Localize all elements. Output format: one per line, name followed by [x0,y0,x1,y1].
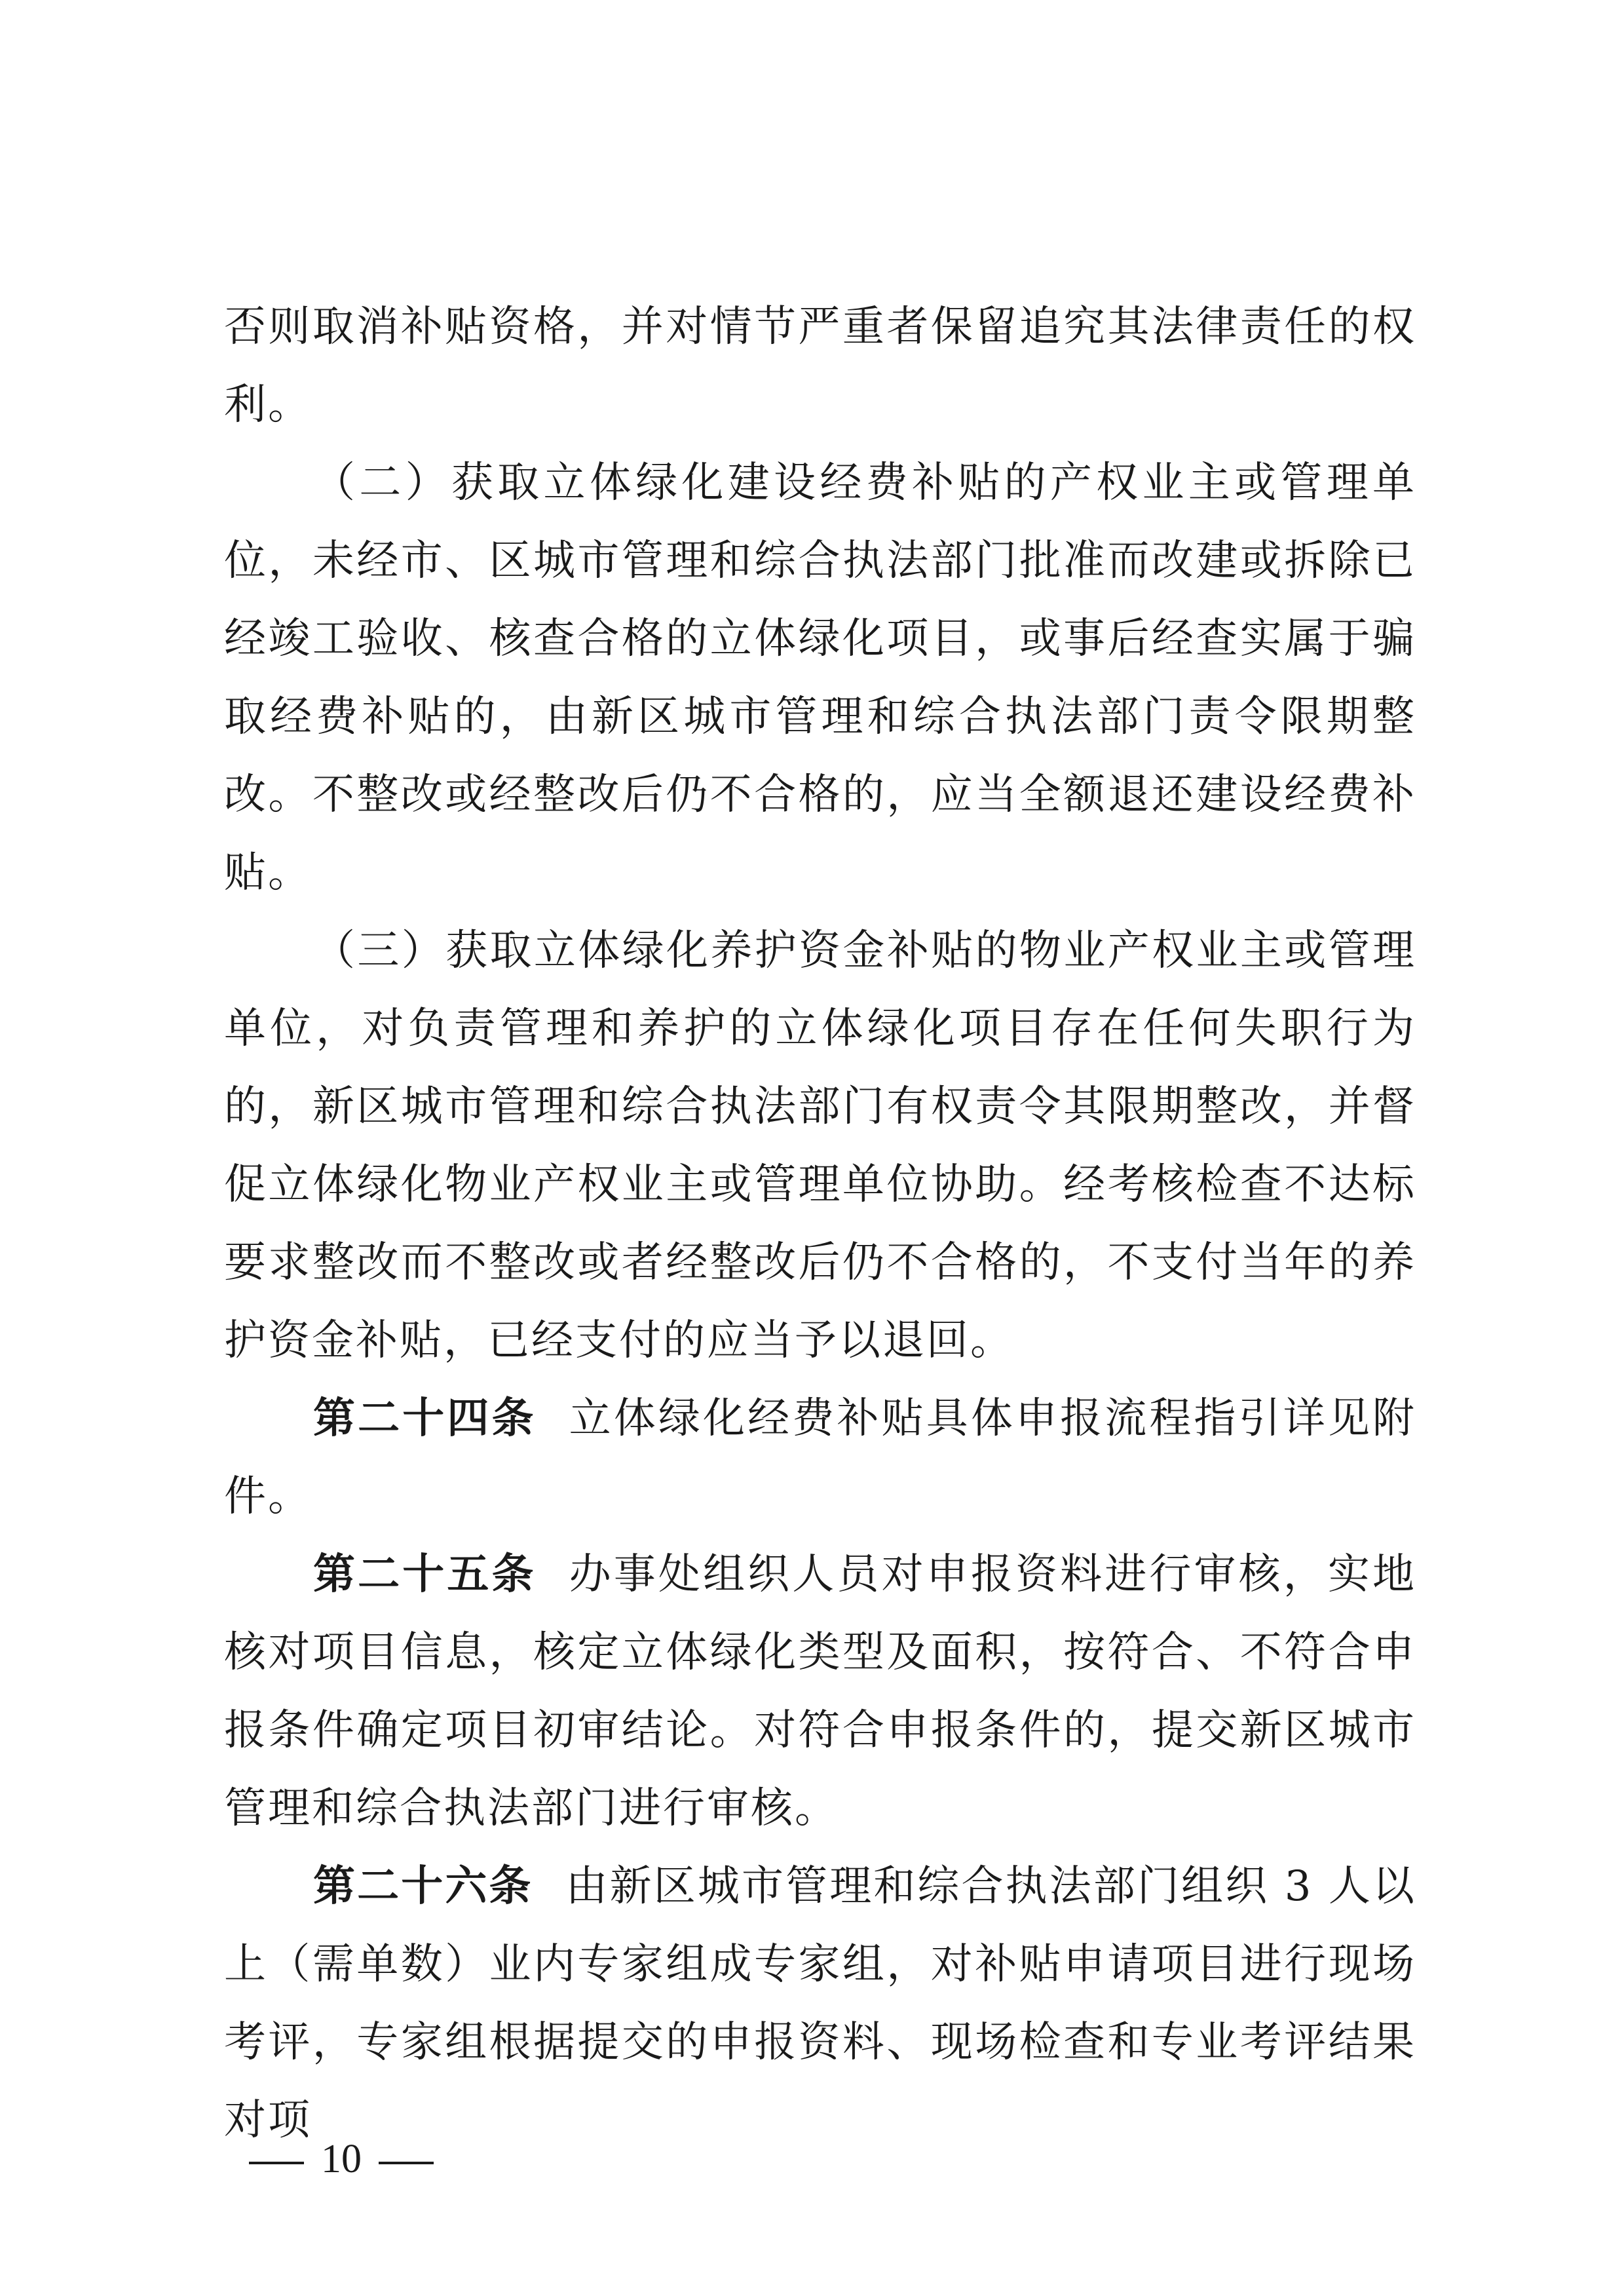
paragraph-text: 否则取消补贴资格，并对情节严重者保留追究其法律责任的权利。 [224,303,1416,429]
document-body [224,288,1416,2160]
article-text: 立体绿化经费补贴具体申报流程指引详见附件。 [224,1394,1417,1521]
page-footer [249,2133,434,2185]
article-number: 第二十六条 [313,1862,533,1911]
article-number: 第二十五条 [313,1550,537,1599]
article-25 [224,1536,1416,1848]
article-text: 办事处组织人员对申报资料进行审核，实地核对项目信息，核定立体绿化类型及面积，按符合、不符合申报条件确定项目初审结论。对符合申报条件的，提交新区城市管理和综合执法部门进行审核。 [224,1550,1417,1833]
footer-dash-right [379,2162,434,2164]
footer-dash-left [249,2162,304,2164]
page-number: 10 [321,2137,362,2181]
paragraph-continuation [224,288,1416,444]
article-number: 第二十四条 [313,1394,537,1443]
paragraph-text: （三）获取立体绿化养护资金补贴的物业产权业主或管理单位，对负责管理和养护的立体绿化项目存在任何失职行为的，新区城市管理和综合执法部门有权责令其限期整改，并督促立体绿化物业产权业主或管理单位协助。经考核检查不达标要求整改而不整改或者经整改后仍不合格的，不支付当年的养护资金补贴，已经支付的应当予以退回。 [224,927,1416,1365]
paragraph-clause-2 [224,444,1416,912]
paragraph-clause-3 [224,912,1416,1380]
paragraph-text: （二）获取立体绿化建设经费补贴的产权业主或管理单位，未经市、区城市管理和综合执法部门批准而改建或拆除已经竣工验收、核查合格的立体绿化项目，或事后经查实属于骗取经费补贴的，由新区城市管理和综合执法部门责令限期整改。不整改或经整改后仍不合格的，应当全额退还建设经费补贴。 [224,459,1416,897]
article-text: 由新区城市管理和综合执法部门组织 3 人以上（需单数）业内专家组成专家组，对补贴申请项目进行现场考评，专家组根据提交的申报资料、现场检查和专业考评结果对项 [224,1862,1417,2145]
article-24 [224,1380,1416,1536]
article-26 [224,1848,1416,2160]
